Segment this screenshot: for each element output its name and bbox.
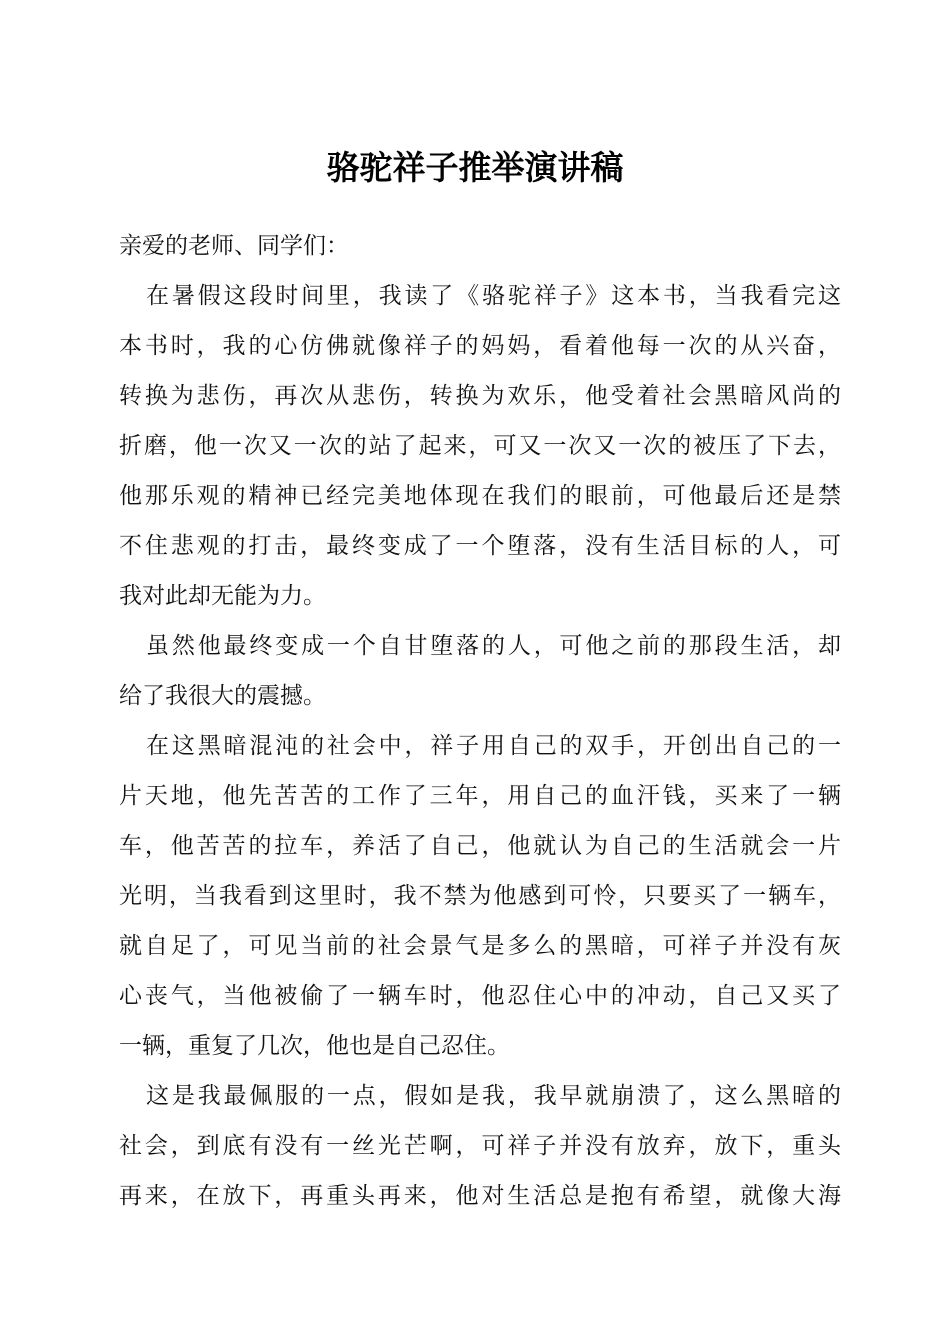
paragraph-line: 我对此却无能为力。: [119, 583, 326, 609]
paragraph-line: 在暑假这段时间里，我读了《骆驼祥子》这本书，当我看完这: [146, 283, 841, 309]
paragraph-line: 片天地，他先苦苦的工作了三年，用自己的血汗钱，买来了一辆: [119, 783, 841, 809]
paragraph-line: 光明，当我看到这里时，我不禁为他感到可怜，只要买了一辆车，: [119, 883, 841, 909]
paragraph-line: 折磨，他一次又一次的站了起来，可又一次又一次的被压了下去，: [119, 433, 841, 459]
paragraph-line: 不住悲观的打击，最终变成了一个堕落，没有生活目标的人，可: [119, 533, 841, 559]
paragraph-line: 再来，在放下，再重头再来，他对生活总是抱有希望，就像大海: [119, 1183, 841, 1209]
paragraph-line: 车，他苦苦的拉车，养活了自己，他就认为自己的生活就会一片: [119, 833, 841, 859]
paragraph-line: 心丧气，当他被偷了一辆车时，他忍住心中的冲动，自己又买了: [119, 983, 841, 1009]
document-title: 骆驼祥子推举演讲稿: [326, 148, 624, 187]
paragraph-line: 给了我很大的震撼。: [119, 683, 326, 709]
paragraph-line: 这是我最佩服的一点，假如是我，我早就崩溃了，这么黑暗的: [146, 1083, 841, 1109]
salutation-line: 亲爱的老师、同学们：: [119, 233, 349, 259]
paragraph-line: 社会，到底有没有一丝光芒啊，可祥子并没有放弃，放下，重头: [119, 1133, 841, 1159]
paragraph-line: 就自足了，可见当前的社会景气是多么的黑暗，可祥子并没有灰: [119, 933, 841, 959]
paragraph-line: 他那乐观的精神已经完美地体现在我们的眼前，可他最后还是禁: [119, 483, 841, 509]
document-body: [119, 221, 841, 1221]
paragraph-line: 转换为悲伤，再次从悲伤，转换为欢乐，他受着社会黑暗风尚的: [119, 383, 841, 409]
paragraph-line: 在这黑暗混沌的社会中，祥子用自己的双手，开创出自己的一: [146, 733, 841, 759]
paragraph-line: 虽然他最终变成一个自甘堕落的人，可他之前的那段生活，却: [146, 633, 841, 659]
paragraph-line: 一辆，重复了几次，他也是自己忍住。: [119, 1033, 510, 1059]
paragraph-line: 本书时，我的心仿佛就像祥子的妈妈，看着他每一次的从兴奋，: [119, 333, 841, 359]
